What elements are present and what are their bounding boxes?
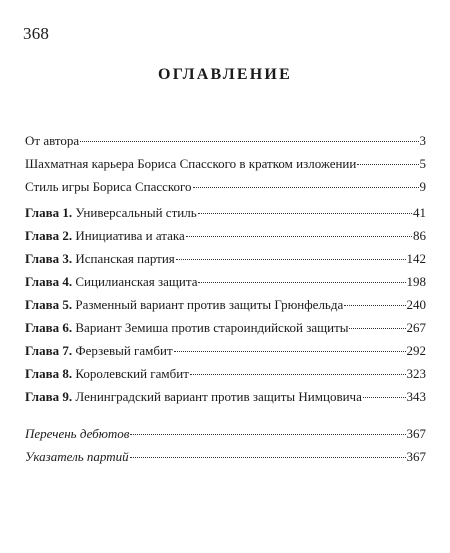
- toc-entry-chapter-7[interactable]: [25, 343, 426, 361]
- chapter-label: Глава 4.: [25, 274, 73, 289]
- toc-entry-page: 343: [406, 389, 426, 404]
- toc-entry-text: Разменный вариант против защиты Грюнфельда: [75, 297, 344, 312]
- leader-dots: [190, 373, 406, 375]
- leader-dots: [130, 456, 406, 458]
- leader-dots: [363, 396, 406, 398]
- toc-entry-page: 9: [419, 179, 426, 194]
- toc-entry-chapter-8[interactable]: [25, 366, 426, 384]
- toc-entry-chapter-6[interactable]: [25, 320, 426, 338]
- leader-dots: [357, 163, 418, 165]
- leader-dots: [130, 433, 405, 435]
- toc-title: ОГЛАВЛЕНИЕ: [158, 66, 292, 83]
- toc-entry-chapter-5[interactable]: [25, 297, 426, 315]
- leader-dots: [174, 350, 406, 352]
- leader-dots: [349, 327, 405, 329]
- toc-entry-text: Инициатива и атака: [75, 228, 185, 243]
- toc-entry-text: От автора: [25, 133, 80, 148]
- toc-entry-page: 367: [406, 426, 426, 441]
- toc-entry-page: 5: [419, 156, 426, 171]
- toc-entry-text: Стиль игры Бориса Спасского: [25, 179, 192, 194]
- chapter-label: Глава 2.: [25, 228, 73, 243]
- toc-entry-page: 323: [406, 366, 426, 381]
- toc-entry-chapter-4[interactable]: [25, 274, 426, 292]
- toc-entry-text: Ферзевый гамбит: [75, 343, 173, 358]
- toc-entry-openings-list[interactable]: [25, 426, 426, 444]
- toc-entry-chapter-2[interactable]: [25, 228, 426, 246]
- leader-dots: [186, 235, 412, 237]
- leader-dots: [80, 140, 418, 142]
- toc-entry-text: Вариант Земиша против староиндийской защиты: [75, 320, 349, 335]
- toc-entry-chapter-3[interactable]: [25, 251, 426, 269]
- leader-dots: [176, 258, 406, 260]
- chapter-label: Глава 1.: [25, 205, 73, 220]
- chapter-label: Глава 8.: [25, 366, 73, 381]
- toc-entry-page: 142: [406, 251, 426, 266]
- toc-entry-chapter-9[interactable]: [25, 389, 426, 407]
- leader-dots: [344, 304, 405, 306]
- toc-entry-page: 41: [413, 205, 426, 220]
- toc-entry-text: Шахматная карьера Бориса Спасского в кратком изложении: [25, 156, 357, 171]
- toc-entry-text: Перечень дебютов: [25, 426, 130, 441]
- toc-entry-text: Указатель партий: [25, 449, 129, 464]
- toc-entry-chapter-1[interactable]: [25, 205, 426, 223]
- chapter-label: Глава 9.: [25, 389, 73, 404]
- leader-dots: [198, 212, 412, 214]
- chapter-label: Глава 3.: [25, 251, 73, 266]
- leader-dots: [198, 281, 405, 283]
- toc-entry-page: 86: [413, 228, 426, 243]
- toc-entry-playing-style[interactable]: [25, 179, 426, 197]
- toc-entry-page: 240: [406, 297, 426, 312]
- toc-entry-page: 367: [406, 449, 426, 464]
- page-number: 368: [23, 24, 50, 43]
- toc-entry-author-preface[interactable]: [25, 133, 426, 151]
- chapter-label: Глава 6.: [25, 320, 73, 335]
- toc-entry-text: Испанская партия: [75, 251, 175, 266]
- toc-entry-career-summary[interactable]: [25, 156, 426, 174]
- chapter-label: Глава 5.: [25, 297, 73, 312]
- toc-entry-page: 3: [419, 133, 426, 148]
- chapter-label: Глава 7.: [25, 343, 73, 358]
- toc-entry-page: 292: [406, 343, 426, 358]
- toc-entry-games-index[interactable]: [25, 449, 426, 467]
- toc-entry-text: Ленинградский вариант против защиты Нимцовича: [75, 389, 362, 404]
- toc-entry-page: 267: [406, 320, 426, 335]
- leader-dots: [193, 186, 419, 188]
- toc-entry-text: Королевский гамбит: [75, 366, 189, 381]
- toc-entry-text: Универсальный стиль: [75, 205, 197, 220]
- toc-entry-page: 198: [406, 274, 426, 289]
- toc-entry-text: Сицилианская защита: [75, 274, 198, 289]
